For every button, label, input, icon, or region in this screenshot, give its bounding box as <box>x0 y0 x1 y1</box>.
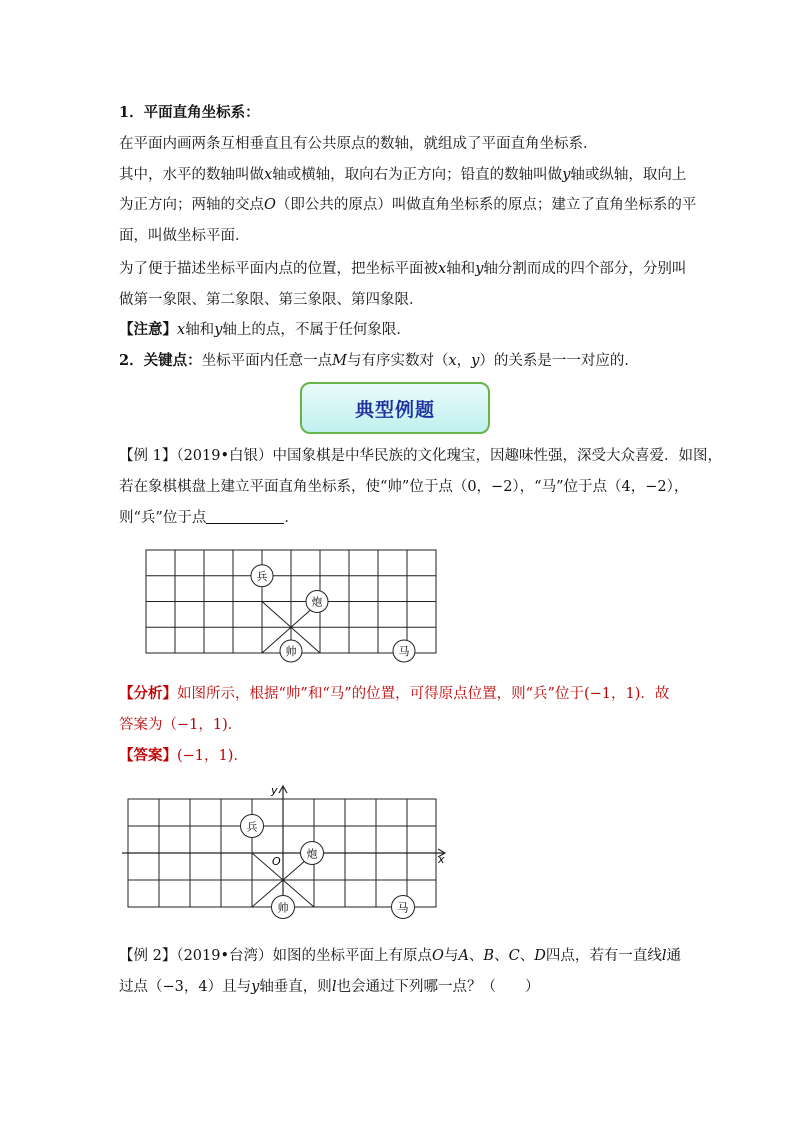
piece-bing <box>251 565 273 587</box>
paragraph: 为正方向；两轴的交点O（即公共的原点）叫做直角坐标系的原点；建立了直角坐标系的平 <box>119 197 697 213</box>
section1-heading: 1．平面直角坐标系： <box>119 104 260 121</box>
example1-line: 【例 1】（2019•白银）中国象棋是中华民族的文化瑰宝，因趣味性强，深受大众喜爱．如图， <box>119 448 723 464</box>
piece-pao <box>306 591 328 613</box>
y-axis-label: y <box>271 784 278 797</box>
svg-text:马: 马 <box>397 901 409 915</box>
coordinate-board-figure <box>120 782 455 922</box>
paragraph: 其中，水平的数轴叫做x轴或横轴，取向右为正方向；铅直的数轴叫做y轴或纵轴，取向上 <box>119 167 687 183</box>
typical-examples-banner <box>300 382 490 434</box>
key-point: 2．关键点：坐标平面内任意一点M与有序实数对（x，y）的关系是一一对应的． <box>119 352 639 369</box>
chess-board-figure <box>140 545 445 665</box>
svg-text:兵: 兵 <box>256 570 268 583</box>
piece-bing <box>241 815 264 838</box>
svg-text:炮: 炮 <box>306 847 318 861</box>
piece-ma <box>392 896 415 919</box>
origin-label: O <box>272 855 281 868</box>
svg-text:马: 马 <box>398 645 410 658</box>
answer-blank <box>206 509 284 524</box>
svg-text:兵: 兵 <box>246 820 258 834</box>
answer-line: 【答案】(−1，1)． <box>119 747 248 764</box>
svg-text:帅: 帅 <box>285 645 297 658</box>
piece-ma <box>393 640 415 662</box>
analysis-line: 【分析】如图所示，根据“帅”和“马”的位置，可得原点位置，则“兵”位于(−1，1)．故 <box>119 685 670 702</box>
paragraph: 做第一象限、第二象限、第三象限、第四象限． <box>119 292 424 308</box>
x-axis-label: x <box>438 853 445 866</box>
banner-title: 典型例题 <box>354 398 435 421</box>
piece-shuai <box>280 640 302 662</box>
paragraph: 在平面内画两条互相垂直且有公共原点的数轴，就组成了平面直角坐标系． <box>119 136 598 152</box>
example1-line: 则“兵”位于点 ． <box>119 510 299 526</box>
piece-shuai <box>272 896 295 919</box>
example1-line: 若在象棋棋盘上建立平面直角坐标系，使“帅”位于点（0，−2），“马”位于点（4，−2）， <box>119 479 689 495</box>
svg-text:帅: 帅 <box>277 901 289 915</box>
piece-pao <box>301 842 324 865</box>
example2-line: 【例 2】（2019•台湾）如图的坐标平面上有原点O与A、B、C、D四点，若有一直线l通 <box>119 948 681 964</box>
note: 【注意】x轴和y轴上的点，不属于任何象限． <box>119 321 411 338</box>
y-axis <box>279 786 287 912</box>
example2-line: 过点（−3，4）且与y轴垂直，则l也会通过下列哪一点？（ ） <box>119 979 540 995</box>
analysis-line: 答案为（−1，1)． <box>119 717 243 733</box>
paragraph: 面，叫做坐标平面． <box>119 228 250 244</box>
svg-text:炮: 炮 <box>311 595 323 609</box>
paragraph: 为了便于描述坐标平面内点的位置，把坐标平面被x轴和y轴分割而成的四个部分，分别叫 <box>119 261 687 277</box>
